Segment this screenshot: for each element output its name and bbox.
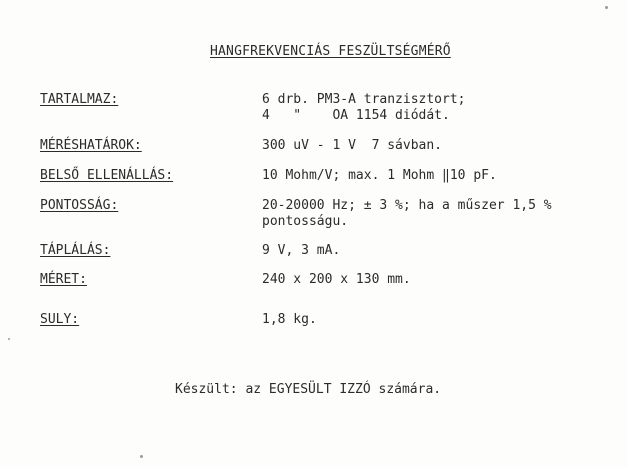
scan-speck-dot xyxy=(8,338,10,340)
scan-speck-dot xyxy=(140,455,143,458)
spec-value: 10 Mohm/V; max. 1 Mohm ‖10 pF. xyxy=(262,168,497,183)
spec-value: 1,8 kg. xyxy=(262,312,317,327)
spec-label: TARTALMAZ: xyxy=(40,92,119,107)
spec-label: MÉRET: xyxy=(40,272,87,287)
spec-label: BELSŐ ELLENÁLLÁS: xyxy=(40,168,174,183)
spec-value: 300 uV - 1 V 7 sávban. xyxy=(262,138,443,153)
spec-label: PONTOSSÁG: xyxy=(40,198,119,213)
spec-label: MÉRÉSHATÁROK: xyxy=(40,138,142,153)
spec-value: 6 drb. PM3-A tranzisztort; 4 " OA 1154 diódát. xyxy=(262,92,466,123)
spec-label: TÁPLÁLÁS: xyxy=(40,243,111,258)
footer-note: Készült: az EGYESÜLT IZZÓ számára. xyxy=(175,382,442,397)
spec-value: 240 x 200 x 130 mm. xyxy=(262,272,411,287)
spec-label: SULY: xyxy=(40,312,80,327)
document-title: HANGFREKVENCIÁS FESZÜLTSÉGMÉRŐ xyxy=(210,44,451,59)
spec-value: 9 V, 3 mA. xyxy=(262,243,341,258)
scan-speck-dot xyxy=(605,6,608,9)
spec-value: 20-20000 Hz; ± 3 %; ha a műszer 1,5 % pontosságu. xyxy=(262,198,552,229)
